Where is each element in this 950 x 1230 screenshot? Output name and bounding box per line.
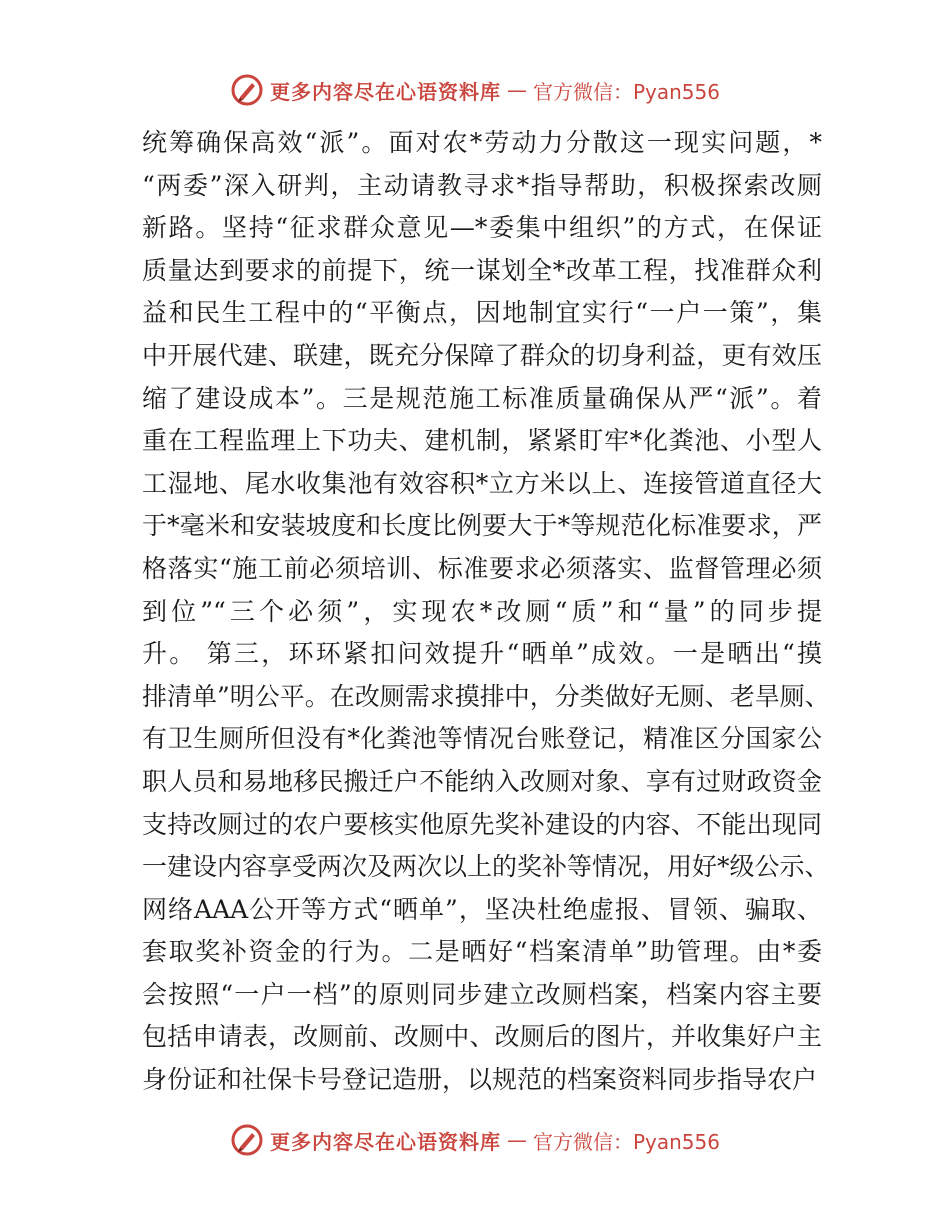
text-line-6: 中开展代建、联建，既充分保障了群众的切身利益，更有效压: [142, 340, 822, 370]
text-line-22: 包括申请表，改厕前、改厕中、改厕后的图片，并收集好户主: [142, 1022, 822, 1052]
footer-watermark: [0, 1120, 950, 1160]
text-line-13: 升。 第三，环环紧扣问效提升“晒单”成效。一是晒出“摸: [142, 639, 822, 669]
text-line-1: 统筹确保高效“派”。面对农*劳动力分散这一现实问题，*: [142, 128, 822, 157]
pen-seal-icon: [230, 73, 264, 107]
text-line-2: “两委”深入研判，主动请教寻求*指导帮助，积极探索改厕: [142, 170, 822, 200]
text-line-18: 一建设内容享受两次及两次以上的奖补等情况，用好*级公示、: [142, 852, 830, 882]
watermark-separator: —: [506, 78, 527, 102]
watermark-contact: 官方微信：Pyan556: [532, 79, 720, 104]
text-line-14: 排清单”明公平。在改厕需求摸排中，分类做好无厕、老旱厕、: [142, 681, 830, 711]
text-line-11: 格落实“施工前必须培训、标准要求必须落实、监督管理必须: [142, 553, 822, 583]
text-line-23: 身份证和社保卡号登记造册，以规范的档案资料同步指导农户: [142, 1065, 818, 1095]
watermark-brand: 更多内容尽在心语资料库: [269, 1129, 501, 1154]
watermark-contact: 官方微信：Pyan556: [532, 1129, 720, 1154]
text-line-10: 于*毫米和安装坡度和长度比例要大于*等规范化标准要求，严: [142, 511, 822, 541]
watermark-separator: —: [506, 1128, 527, 1152]
pen-seal-icon: [230, 1123, 264, 1157]
text-line-16: 职人员和易地移民搬迁户不能纳入改厕对象、享有过财政资金: [142, 766, 822, 796]
header-watermark: [0, 70, 950, 110]
text-line-5: 益和民生工程中的“平衡点，因地制宜实行“一户一策”，集: [142, 298, 822, 328]
text-line-20: 套取奖补资金的行为。二是晒好“档案清单”助管理。由*委: [142, 937, 822, 967]
text-line-3: 新路。坚持“征求群众意见—*委集中组织”的方式，在保证: [142, 213, 822, 243]
text-line-8: 重在工程监理上下功夫、建机制，紧紧盯牢*化粪池、小型人: [142, 426, 822, 456]
text-line-21: 会按照“一户一档”的原则同步建立改厕档案，档案内容主要: [142, 979, 822, 1009]
text-line-17: 支持改厕过的农户要核实他原先奖补建设的内容、不能出现同: [142, 809, 822, 839]
text-line-4: 质量达到要求的前提下，统一谋划全*改革工程，找准群众利: [142, 255, 822, 285]
text-line-19: 网络AAA公开等方式“晒单”，坚决杜绝虚报、冒领、骗取、: [142, 894, 822, 924]
text-line-15: 有卫生厕所但没有*化粪池等情况台账登记，精准区分国家公: [142, 724, 822, 754]
text-line-12: 到位”“三个必须”，实现农*改厕“质”和“量”的同步提: [142, 596, 822, 626]
document-body: [142, 122, 830, 1102]
text-line-7: 缩了建设成本”。三是规范施工标准质量确保从严“派”。着: [142, 383, 822, 413]
text-line-9: 工湿地、尾水收集池有效容积*立方米以上、连接管道直径大: [142, 468, 822, 498]
watermark-brand: 更多内容尽在心语资料库: [269, 79, 501, 104]
